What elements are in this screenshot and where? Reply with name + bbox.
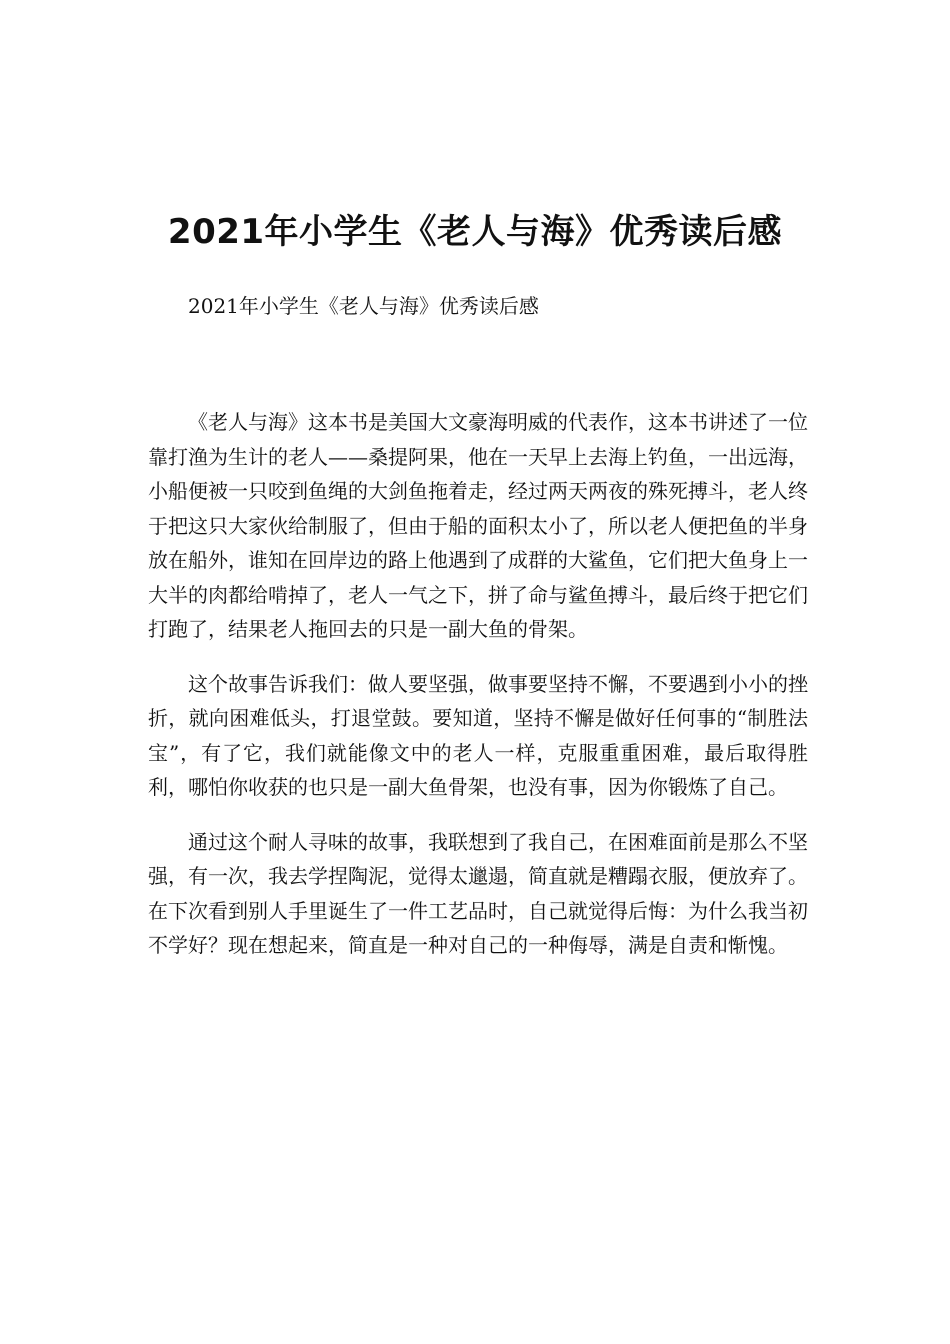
document-title: 2021年小学生《老人与海》优秀读后感 <box>167 212 783 252</box>
document-body <box>148 405 808 983</box>
document-subtitle: 2021年小学生《老人与海》优秀读后感 <box>188 294 539 318</box>
paragraph-1: 《老人与海》这本书是美国大文豪海明威的代表作，这本书讲述了一位靠打渔为生计的老人——桑提阿果，他在一天早上去海上钓鱼，一出远海，小船便被一只咬到鱼绳的大剑鱼拖着走，经过两天两夜的殊死搏斗，老人终于把这只大家伙给制服了，但由于船的面积太小了，所以老人便把鱼的半身放在船外，谁知在回岸边的路上他遇到了成群的大鲨鱼，它们把大鱼身上一大半的肉都给啃掉了，老人一气之下，拼了命与鲨鱼搏斗，最后终于把它们打跑了，结果老人拖回去的只是一副大鱼的骨架。 <box>148 410 808 641</box>
paragraph-3: 通过这个耐人寻味的故事，我联想到了我自己，在困难面前是那么不坚强，有一次，我去学捏陶泥，觉得太邋遢，简直就是糟蹋衣服，便放弃了。在下次看到别人手里诞生了一件工艺品时，自己就觉得后悔：为什么我当初不学好？现在想起来，简直是一种对自己的一种侮辱，满是自责和惭愧。 <box>148 829 808 957</box>
paragraph-2: 这个故事告诉我们：做人要坚强，做事要坚持不懈，不要遇到小小的挫折，就向困难低头，打退堂鼓。要知道，坚持不懈是做好任何事的“制胜法宝”，有了它，我们就能像文中的老人一样，克服重重困难，最后取得胜利，哪怕你收获的也只是一副大鱼骨架，也没有事，因为你锻炼了自己。 <box>148 671 808 799</box>
